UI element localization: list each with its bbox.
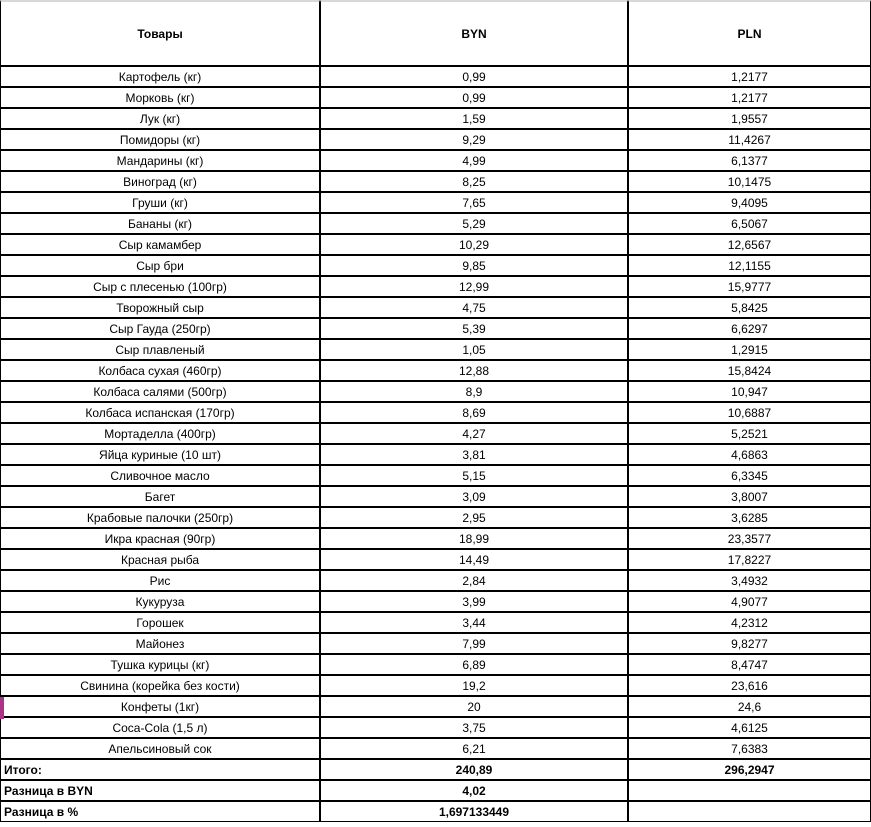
product-name-cell[interactable]: Картофель (кг): [0, 66, 320, 87]
pln-price-cell[interactable]: 5,2521: [628, 423, 871, 444]
pln-price-cell[interactable]: 10,6887: [628, 402, 871, 423]
byn-price-cell[interactable]: 4,75: [320, 297, 628, 318]
byn-price-cell[interactable]: 0,99: [320, 66, 628, 87]
pln-price-cell[interactable]: 7,6383: [628, 738, 871, 759]
pln-price-cell[interactable]: 4,6863: [628, 444, 871, 465]
table-row: [0, 213, 871, 234]
pln-price-cell[interactable]: 15,8424: [628, 360, 871, 381]
product-name-cell[interactable]: Колбаса испанская (170гр): [0, 402, 320, 423]
pln-price-cell[interactable]: 9,4095: [628, 192, 871, 213]
byn-price-cell[interactable]: 10,29: [320, 234, 628, 255]
table-row: [0, 423, 871, 444]
product-name-cell[interactable]: Конфеты (1кг): [0, 696, 320, 717]
table-row: [0, 675, 871, 696]
summary-pln-cell[interactable]: 296,2947: [628, 759, 871, 780]
summary-pln-cell[interactable]: [628, 801, 871, 822]
product-name-cell[interactable]: Мортаделла (400гр): [0, 423, 320, 444]
product-name-cell[interactable]: Груши (кг): [0, 192, 320, 213]
pln-price-cell[interactable]: 23,616: [628, 675, 871, 696]
pln-price-cell[interactable]: 15,9777: [628, 276, 871, 297]
product-name-cell[interactable]: Икра красная (90гр): [0, 528, 320, 549]
byn-price-cell[interactable]: 2,95: [320, 507, 628, 528]
pln-price-cell[interactable]: 12,6567: [628, 234, 871, 255]
product-name-cell[interactable]: Сыр с плесенью (100гр): [0, 276, 320, 297]
byn-price-cell[interactable]: 2,84: [320, 570, 628, 591]
byn-price-cell[interactable]: 19,2: [320, 675, 628, 696]
byn-price-cell[interactable]: 1,59: [320, 108, 628, 129]
summary-label-cell[interactable]: Разница в %: [0, 801, 320, 822]
product-name-cell[interactable]: Тушка курицы (кг): [0, 654, 320, 675]
table-row: [0, 402, 871, 423]
product-name-cell[interactable]: Сыр плавленый: [0, 339, 320, 360]
byn-price-cell[interactable]: 5,29: [320, 213, 628, 234]
table-row: [0, 738, 871, 759]
byn-price-cell[interactable]: 20: [320, 696, 628, 717]
pln-price-cell[interactable]: 6,6297: [628, 318, 871, 339]
byn-price-cell[interactable]: 6,21: [320, 738, 628, 759]
pln-price-cell[interactable]: 4,2312: [628, 612, 871, 633]
product-name-cell[interactable]: Свинина (корейка без кости): [0, 675, 320, 696]
pln-price-cell[interactable]: 4,9077: [628, 591, 871, 612]
summary-row: [0, 780, 871, 801]
table-row: [0, 654, 871, 675]
byn-price-cell[interactable]: 3,44: [320, 612, 628, 633]
table-row: [0, 549, 871, 570]
table-row: [0, 192, 871, 213]
byn-price-cell[interactable]: 8,9: [320, 381, 628, 402]
product-name-cell[interactable]: Крабовые палочки (250гр): [0, 507, 320, 528]
product-name-cell[interactable]: Сыр камамбер: [0, 234, 320, 255]
byn-price-cell[interactable]: 7,99: [320, 633, 628, 654]
summary-label-cell[interactable]: Разница в BYN: [0, 780, 320, 801]
summary-byn-cell[interactable]: 240,89: [320, 759, 628, 780]
table-row: [0, 486, 871, 507]
table-row: [0, 696, 871, 717]
pln-price-cell[interactable]: 24,6: [628, 696, 871, 717]
table-row: [0, 87, 871, 108]
product-name-cell[interactable]: Морковь (кг): [0, 87, 320, 108]
byn-price-cell[interactable]: 7,65: [320, 192, 628, 213]
byn-price-cell[interactable]: 12,99: [320, 276, 628, 297]
product-name-cell[interactable]: Сыр бри: [0, 255, 320, 276]
byn-price-cell[interactable]: 0,99: [320, 87, 628, 108]
product-name-cell[interactable]: Колбаса салями (500гр): [0, 381, 320, 402]
summary-label-cell[interactable]: Итого:: [0, 759, 320, 780]
byn-price-cell[interactable]: 3,99: [320, 591, 628, 612]
table-row: [0, 108, 871, 129]
table-row: [0, 717, 871, 738]
table-row: [0, 171, 871, 192]
table-row: [0, 360, 871, 381]
table-row: [0, 255, 871, 276]
byn-price-cell[interactable]: 18,99: [320, 528, 628, 549]
table-row: [0, 612, 871, 633]
selection-cursor-marker: [0, 697, 4, 719]
byn-price-cell[interactable]: 4,27: [320, 423, 628, 444]
byn-price-cell[interactable]: 9,29: [320, 129, 628, 150]
product-name-cell[interactable]: Рис: [0, 570, 320, 591]
table-row: [0, 129, 871, 150]
pln-price-cell[interactable]: 11,4267: [628, 129, 871, 150]
summary-byn-cell[interactable]: 1,697133449: [320, 801, 628, 822]
byn-price-cell[interactable]: 9,85: [320, 255, 628, 276]
product-name-cell[interactable]: Бананы (кг): [0, 213, 320, 234]
product-name-cell[interactable]: Майонез: [0, 633, 320, 654]
byn-price-cell[interactable]: 5,39: [320, 318, 628, 339]
pln-price-cell[interactable]: 3,8007: [628, 486, 871, 507]
product-name-cell[interactable]: Сливочное масло: [0, 465, 320, 486]
table-row: [0, 507, 871, 528]
pln-price-cell[interactable]: 1,2177: [628, 66, 871, 87]
product-name-cell[interactable]: Лук (кг): [0, 108, 320, 129]
column-header-pln[interactable]: PLN: [628, 0, 871, 66]
product-name-cell[interactable]: Творожный сыр: [0, 297, 320, 318]
product-name-cell[interactable]: Кукуруза: [0, 591, 320, 612]
pln-price-cell[interactable]: 10,947: [628, 381, 871, 402]
summary-row: [0, 801, 871, 822]
byn-price-cell[interactable]: 4,99: [320, 150, 628, 171]
product-name-cell[interactable]: Багет: [0, 486, 320, 507]
table-row: [0, 570, 871, 591]
table-row: [0, 528, 871, 549]
pln-price-cell[interactable]: 4,6125: [628, 717, 871, 738]
product-name-cell[interactable]: Яйца куриные (10 шт): [0, 444, 320, 465]
byn-price-cell[interactable]: 3,09: [320, 486, 628, 507]
pln-price-cell[interactable]: 17,8227: [628, 549, 871, 570]
product-name-cell[interactable]: Красная рыба: [0, 549, 320, 570]
table-row: [0, 234, 871, 255]
product-name-cell[interactable]: Апельсиновый сок: [0, 738, 320, 759]
pln-price-cell[interactable]: 12,1155: [628, 255, 871, 276]
summary-pln-cell[interactable]: [628, 780, 871, 801]
table-row: [0, 66, 871, 87]
byn-price-cell[interactable]: 14,49: [320, 549, 628, 570]
pln-price-cell[interactable]: 23,3577: [628, 528, 871, 549]
product-name-cell[interactable]: Сыр Гауда (250гр): [0, 318, 320, 339]
table-row: [0, 444, 871, 465]
table-row: [0, 276, 871, 297]
byn-price-cell[interactable]: 1,05: [320, 339, 628, 360]
table-row: [0, 591, 871, 612]
product-name-cell[interactable]: Coca-Cola (1,5 л): [0, 717, 320, 738]
byn-price-cell[interactable]: 5,15: [320, 465, 628, 486]
summary-byn-cell[interactable]: 4,02: [320, 780, 628, 801]
pln-price-cell[interactable]: 6,3345: [628, 465, 871, 486]
byn-price-cell[interactable]: 12,88: [320, 360, 628, 381]
pln-price-cell[interactable]: 1,2177: [628, 87, 871, 108]
pln-price-cell[interactable]: 3,6285: [628, 507, 871, 528]
header-row: [0, 0, 871, 66]
table-row: [0, 339, 871, 360]
product-name-cell[interactable]: Помидоры (кг): [0, 129, 320, 150]
product-name-cell[interactable]: Виноград (кг): [0, 171, 320, 192]
product-name-cell[interactable]: Колбаса сухая (460гр): [0, 360, 320, 381]
pln-price-cell[interactable]: 10,1475: [628, 171, 871, 192]
pln-price-cell[interactable]: 6,5067: [628, 213, 871, 234]
table-row: [0, 633, 871, 654]
pln-price-cell[interactable]: 1,2915: [628, 339, 871, 360]
pln-price-cell[interactable]: 9,8277: [628, 633, 871, 654]
pln-price-cell[interactable]: 1,9557: [628, 108, 871, 129]
pln-price-cell[interactable]: 3,4932: [628, 570, 871, 591]
byn-price-cell[interactable]: 3,75: [320, 717, 628, 738]
pln-price-cell[interactable]: 5,8425: [628, 297, 871, 318]
pln-price-cell[interactable]: 8,4747: [628, 654, 871, 675]
product-name-cell[interactable]: Мандарины (кг): [0, 150, 320, 171]
summary-row: [0, 759, 871, 780]
product-name-cell[interactable]: Горошек: [0, 612, 320, 633]
column-header-products[interactable]: Товары: [0, 0, 320, 66]
table-row: [0, 465, 871, 486]
byn-price-cell[interactable]: 6,89: [320, 654, 628, 675]
pln-price-cell[interactable]: 6,1377: [628, 150, 871, 171]
table-row: [0, 318, 871, 339]
table-row: [0, 150, 871, 171]
table-row: [0, 297, 871, 318]
byn-price-cell[interactable]: 8,69: [320, 402, 628, 423]
column-header-byn[interactable]: BYN: [320, 0, 628, 66]
table-row: [0, 381, 871, 402]
byn-price-cell[interactable]: 3,81: [320, 444, 628, 465]
byn-price-cell[interactable]: 8,25: [320, 171, 628, 192]
